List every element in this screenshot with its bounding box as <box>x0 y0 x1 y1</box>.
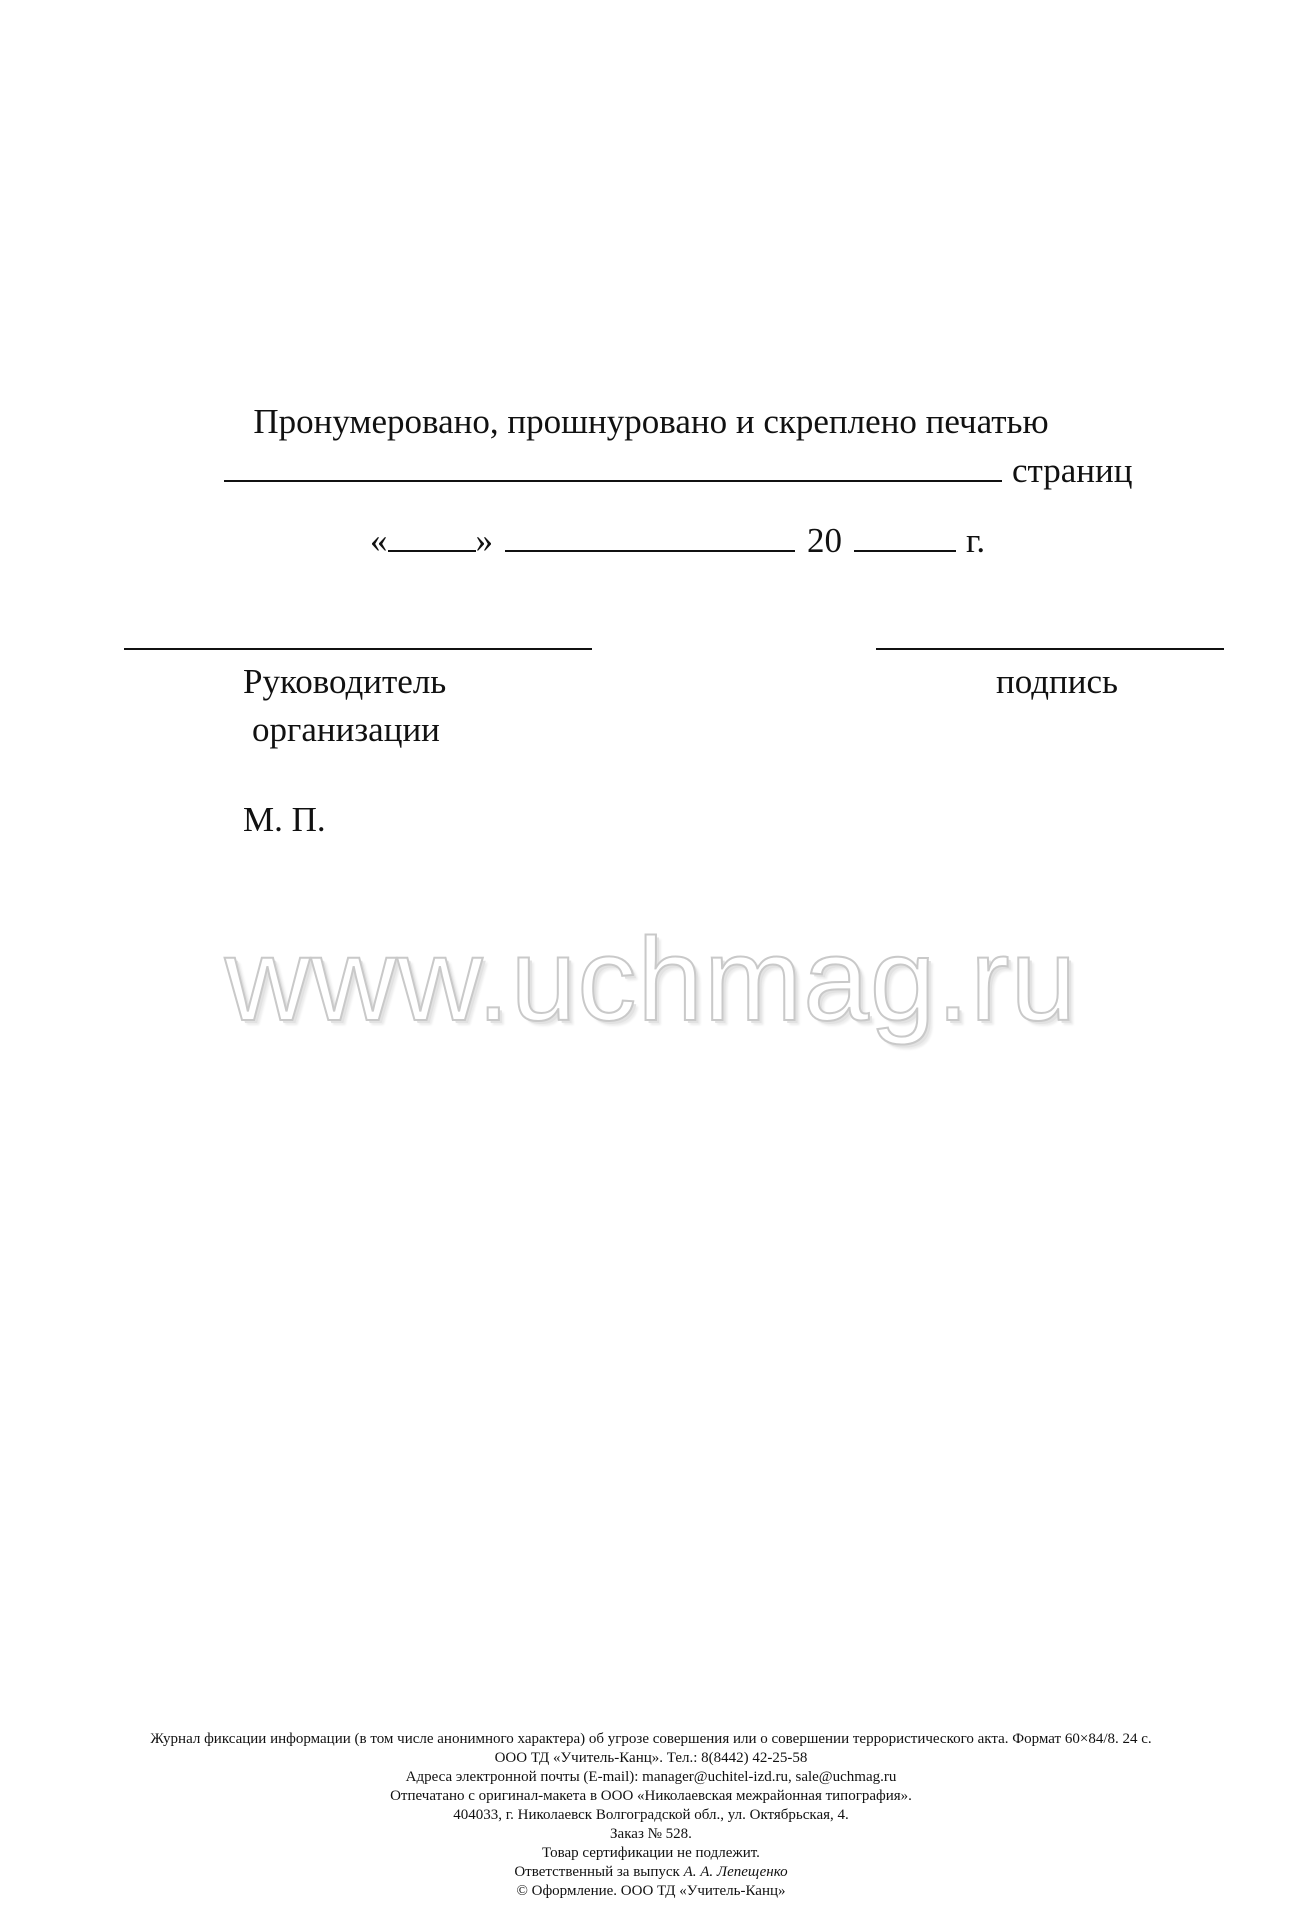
pages-count-blank <box>224 450 1002 482</box>
head-name-blank <box>124 648 592 650</box>
organization-label: организации <box>252 710 440 749</box>
imprint-block <box>0 1730 1302 1901</box>
imprint-printer-line: Отпечатано с оригинал-макета в ООО «Николаевская межрайонная типография». <box>390 1788 912 1804</box>
date-month-blank <box>505 520 795 552</box>
date-line <box>370 520 985 561</box>
imprint-title-line: Журнал фиксации информации (в том числе анонимного характера) об угрозе совершения или о совершении террористического акта. Формат 60×84/8. 24 с. <box>150 1731 1152 1747</box>
signature-blank <box>876 648 1224 650</box>
imprint-responsible-prefix: Ответственный за выпуск <box>514 1864 680 1880</box>
imprint-responsible-line <box>0 1863 1302 1882</box>
imprint-responsible-name: А. А. Лепещенко <box>683 1864 788 1880</box>
imprint-email-line: Адреса электронной почты (E-mail): manager@uchitel-izd.ru, sale@uchmag.ru <box>405 1769 897 1785</box>
stamp-label: М. П. <box>243 800 326 839</box>
watermark: www.uchmag.ru <box>224 914 1078 1046</box>
pages-suffix: страниц <box>1012 451 1133 490</box>
head-label: Руководитель <box>243 662 447 701</box>
date-century: 20 <box>807 521 842 560</box>
date-day-blank <box>388 520 476 552</box>
date-year-suffix: г. <box>966 521 986 560</box>
pages-count-line <box>224 450 1132 491</box>
imprint-copyright-line: © Оформление. ООО ТД «Учитель-Канц» <box>516 1883 786 1899</box>
imprint-publisher-line: ООО ТД «Учитель-Канц». Тел.: 8(8442) 42-25-58 <box>494 1750 808 1766</box>
imprint-order-line: Заказ № 528. <box>610 1826 692 1842</box>
imprint-certification-line: Товар сертификации не подлежит. <box>542 1845 760 1861</box>
certification-title: Пронумеровано, прошнуровано и скреплено печатью <box>253 402 1049 441</box>
signature-label: подпись <box>996 662 1118 701</box>
date-close-quote: » <box>475 521 493 560</box>
date-year-blank <box>854 520 956 552</box>
date-open-quote: « <box>370 521 388 560</box>
imprint-address-line: 404033, г. Николаевск Волгоградской обл., ул. Октябрьская, 4. <box>453 1807 849 1823</box>
